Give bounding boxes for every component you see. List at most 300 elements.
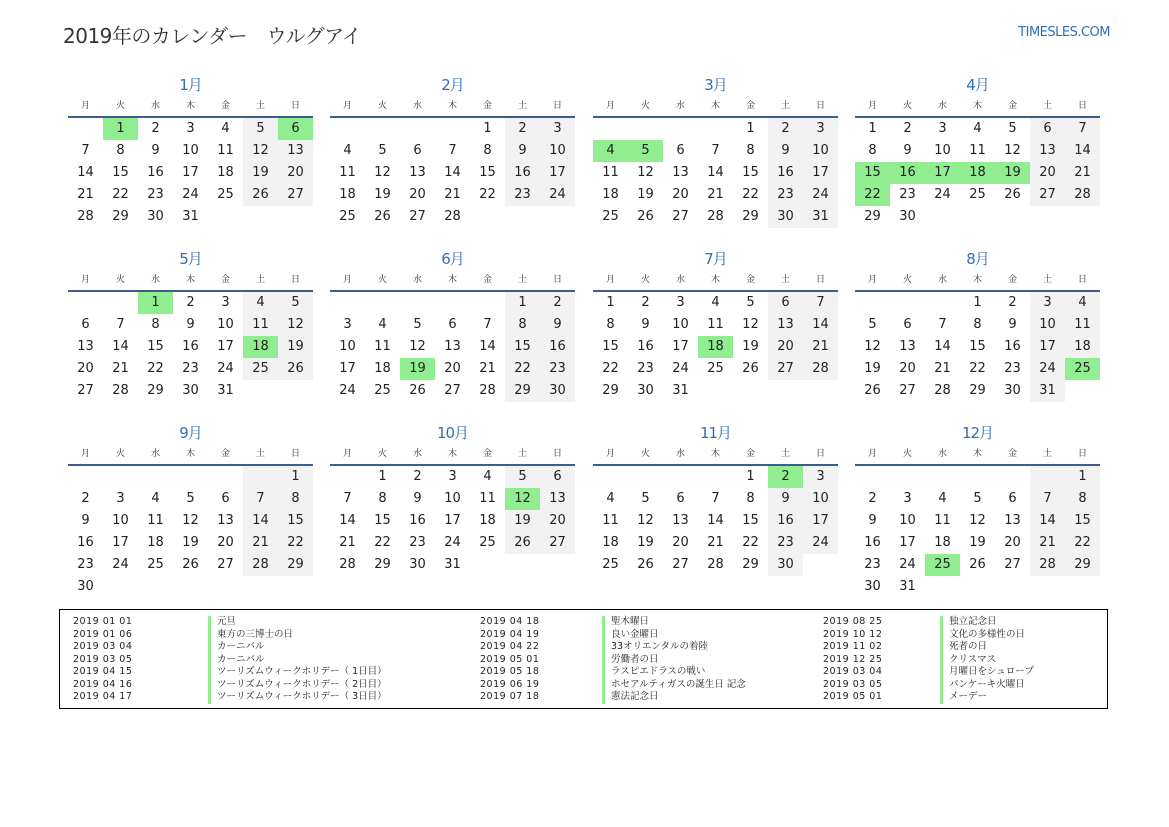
day-cell: 25 <box>217 187 234 202</box>
weekday-header <box>855 444 1100 466</box>
empty-cell <box>593 118 628 140</box>
holiday-date: 2019 05 01 <box>823 691 883 702</box>
day-cell: 7 <box>116 317 125 332</box>
holiday-day-cell: 22 <box>855 184 890 206</box>
empty-cell <box>330 118 365 140</box>
day-cell: 11 <box>217 143 234 158</box>
day-cell: 11 <box>1065 314 1100 336</box>
weekday-label: 金 <box>482 275 492 285</box>
day-cell: 6 <box>81 317 90 332</box>
day-cell: 12 <box>374 165 391 180</box>
day-cell: 27 <box>672 209 689 224</box>
day-cell: 29 <box>112 209 129 224</box>
weekday-label: 日 <box>815 449 825 459</box>
weekday-label: 日 <box>552 449 562 459</box>
days-grid <box>855 118 1100 228</box>
day-cell: 2 <box>505 118 540 140</box>
day-cell: 16 <box>768 510 803 532</box>
weekday-label: 金 <box>745 101 755 111</box>
holiday-date: 2019 03 05 <box>823 678 883 690</box>
day-cell: 17 <box>1030 336 1065 358</box>
weekday-label: 金 <box>1007 101 1017 111</box>
day-cell: 16 <box>540 336 575 358</box>
weekday-label: 日 <box>1077 449 1087 459</box>
weekday-label: 金 <box>482 101 492 111</box>
month-name: 2月 <box>441 76 464 94</box>
weekday-label: 月 <box>605 275 615 285</box>
day-cell: 10 <box>444 491 461 506</box>
weekday-label: 木 <box>710 275 720 285</box>
empty-cell <box>68 466 103 488</box>
holiday-name: 独立記念日 <box>940 616 997 629</box>
weekday-label: 水 <box>150 101 160 111</box>
weekday-label: 土 <box>780 449 790 459</box>
holiday-day-cell: 19 <box>400 358 435 380</box>
day-cell: 14 <box>1065 140 1100 162</box>
weekday-label: 木 <box>710 101 720 111</box>
day-cell: 28 <box>243 554 278 576</box>
day-cell: 13 <box>899 339 916 354</box>
day-cell: 19 <box>969 535 986 550</box>
day-cell: 29 <box>147 383 164 398</box>
weekday-label: 土 <box>517 449 527 459</box>
day-cell: 17 <box>803 510 838 532</box>
weekday-header <box>68 444 313 466</box>
day-cell: 20 <box>217 535 234 550</box>
weekday-label: 火 <box>640 275 650 285</box>
day-cell: 6 <box>448 317 457 332</box>
month-7 <box>593 248 838 402</box>
days-grid <box>855 292 1100 402</box>
day-cell: 18 <box>147 535 164 550</box>
empty-cell <box>68 118 103 140</box>
holiday-day-cell: 1 <box>138 292 173 314</box>
holiday-day-cell: 1 <box>103 118 138 140</box>
weekday-label: 水 <box>412 275 422 285</box>
month-name: 5月 <box>179 250 202 268</box>
days-grid <box>68 118 313 228</box>
day-cell: 8 <box>505 314 540 336</box>
day-cell: 9 <box>768 140 803 162</box>
holiday-name: 死者の日 <box>940 641 987 654</box>
day-cell: 23 <box>899 187 916 202</box>
holiday-name: ツーリズムウィークホリデー（ 1日目） <box>208 666 387 679</box>
day-cell: 22 <box>374 535 391 550</box>
weekday-label: 金 <box>745 449 755 459</box>
day-cell: 7 <box>1030 488 1065 510</box>
holiday-date: 2019 07 18 <box>480 691 540 702</box>
weekday-label: 月 <box>80 275 90 285</box>
weekday-label: 木 <box>185 449 195 459</box>
day-cell: 31 <box>899 579 916 594</box>
day-cell: 28 <box>707 209 724 224</box>
day-cell: 11 <box>707 317 724 332</box>
day-cell: 22 <box>742 187 759 202</box>
holiday-day-cell: 25 <box>925 554 960 576</box>
site-link[interactable]: TIMESLES.COM <box>1018 25 1110 40</box>
day-cell: 23 <box>505 184 540 206</box>
holiday-day-cell: 15 <box>855 162 890 184</box>
day-cell: 29 <box>505 380 540 402</box>
day-cell: 10 <box>540 140 575 162</box>
weekday-label: 日 <box>552 101 562 111</box>
day-cell: 24 <box>339 383 356 398</box>
weekday-label: 木 <box>710 449 720 459</box>
day-cell: 11 <box>602 165 619 180</box>
day-cell: 4 <box>378 317 387 332</box>
day-cell: 26 <box>374 209 391 224</box>
day-cell: 20 <box>540 510 575 532</box>
day-cell: 14 <box>77 165 94 180</box>
weekday-label: 木 <box>447 449 457 459</box>
day-cell: 11 <box>934 513 951 528</box>
day-cell: 22 <box>147 361 164 376</box>
empty-cell <box>103 466 138 488</box>
day-cell: 19 <box>505 510 540 532</box>
holiday-day-cell: 12 <box>505 488 540 510</box>
day-cell: 8 <box>378 491 387 506</box>
holiday-day-cell: 5 <box>628 140 663 162</box>
day-cell: 8 <box>278 488 313 510</box>
day-cell: 13 <box>409 165 426 180</box>
weekday-label: 火 <box>377 101 387 111</box>
weekday-label: 火 <box>640 449 650 459</box>
day-cell: 2 <box>186 295 195 310</box>
day-cell: 6 <box>1008 491 1017 506</box>
day-cell: 28 <box>339 557 356 572</box>
weekday-label: 木 <box>972 275 982 285</box>
day-cell: 31 <box>672 383 689 398</box>
day-cell: 7 <box>1065 118 1100 140</box>
day-cell: 1 <box>505 292 540 314</box>
day-cell: 28 <box>479 383 496 398</box>
day-cell: 8 <box>1065 488 1100 510</box>
holiday-name: 33オリエンタルの着陸 <box>602 641 708 654</box>
empty-cell <box>855 292 890 314</box>
month-name: 3月 <box>704 76 727 94</box>
day-cell: 2 <box>151 121 160 136</box>
holiday-date: 2019 10 12 <box>823 628 883 640</box>
day-cell: 29 <box>742 209 759 224</box>
days-grid <box>68 466 313 598</box>
days-grid <box>68 292 313 402</box>
day-cell: 12 <box>1004 143 1021 158</box>
day-cell: 3 <box>221 295 230 310</box>
weekday-label: 木 <box>972 101 982 111</box>
day-cell: 21 <box>707 187 724 202</box>
weekday-label: 土 <box>1042 275 1052 285</box>
day-cell: 8 <box>116 143 125 158</box>
day-cell: 17 <box>672 339 689 354</box>
day-cell: 18 <box>217 165 234 180</box>
weekday-label: 月 <box>342 449 352 459</box>
holiday-name: パンケーキ火曜日 <box>940 679 1025 692</box>
day-cell: 24 <box>803 184 838 206</box>
day-cell: 20 <box>1004 535 1021 550</box>
day-cell: 24 <box>540 184 575 206</box>
day-cell: 18 <box>934 535 951 550</box>
day-cell: 27 <box>540 532 575 554</box>
weekday-header <box>330 444 575 466</box>
day-cell: 21 <box>803 336 838 358</box>
day-cell: 16 <box>77 535 94 550</box>
day-cell: 9 <box>768 488 803 510</box>
day-cell: 3 <box>676 295 685 310</box>
day-cell: 10 <box>112 513 129 528</box>
empty-cell <box>925 466 960 488</box>
day-cell: 3 <box>938 121 947 136</box>
day-cell: 10 <box>934 143 951 158</box>
day-cell: 1 <box>868 121 877 136</box>
weekday-label: 水 <box>675 275 685 285</box>
day-cell: 29 <box>969 383 986 398</box>
day-cell: 6 <box>768 292 803 314</box>
day-cell: 8 <box>151 317 160 332</box>
day-cell: 7 <box>483 317 492 332</box>
days-grid <box>330 292 575 402</box>
weekday-label: 水 <box>937 101 947 111</box>
weekday-label: 土 <box>1042 101 1052 111</box>
month-name: 8月 <box>966 250 989 268</box>
day-cell: 5 <box>186 491 195 506</box>
weekday-label: 金 <box>1007 275 1017 285</box>
holiday-name: カーニバル <box>208 641 265 654</box>
day-cell: 2 <box>768 118 803 140</box>
day-cell: 20 <box>77 361 94 376</box>
day-cell: 20 <box>672 187 689 202</box>
day-cell: 20 <box>278 162 313 184</box>
day-cell: 15 <box>505 336 540 358</box>
day-cell: 2 <box>868 491 877 506</box>
day-cell: 26 <box>637 209 654 224</box>
day-cell: 19 <box>637 535 654 550</box>
day-cell: 31 <box>1030 380 1065 402</box>
weekday-label: 金 <box>745 275 755 285</box>
weekday-label: 土 <box>780 101 790 111</box>
weekday-label: 金 <box>220 275 230 285</box>
day-cell: 15 <box>1065 510 1100 532</box>
day-cell: 29 <box>278 554 313 576</box>
day-cell: 14 <box>479 339 496 354</box>
day-cell: 21 <box>1030 532 1065 554</box>
day-cell: 23 <box>409 535 426 550</box>
days-grid <box>330 118 575 228</box>
month-name: 1月 <box>179 76 202 94</box>
holiday-name: ツーリズムウィークホリデー（ 2日目） <box>208 679 387 692</box>
day-cell: 23 <box>77 557 94 572</box>
day-cell: 3 <box>116 491 125 506</box>
weekday-label: 土 <box>255 275 265 285</box>
day-cell: 24 <box>112 557 129 572</box>
day-cell: 25 <box>707 361 724 376</box>
day-cell: 30 <box>768 554 803 576</box>
holiday-date: 2019 04 17 <box>73 691 133 702</box>
day-cell: 6 <box>1030 118 1065 140</box>
day-cell: 27 <box>672 557 689 572</box>
weekday-label: 日 <box>815 275 825 285</box>
day-cell: 12 <box>637 513 654 528</box>
day-cell: 21 <box>707 535 724 550</box>
weekday-label: 日 <box>290 101 300 111</box>
day-cell: 7 <box>711 143 720 158</box>
day-cell: 28 <box>112 383 129 398</box>
holiday-day-cell: 6 <box>278 118 313 140</box>
empty-cell <box>698 466 733 488</box>
weekday-label: 火 <box>377 275 387 285</box>
empty-cell <box>243 466 278 488</box>
day-cell: 14 <box>243 510 278 532</box>
day-cell: 11 <box>147 513 164 528</box>
day-cell: 3 <box>448 469 457 484</box>
day-cell: 3 <box>803 118 838 140</box>
month-4 <box>855 74 1100 228</box>
day-cell: 28 <box>934 383 951 398</box>
day-cell: 10 <box>672 317 689 332</box>
day-cell: 6 <box>540 466 575 488</box>
day-cell: 31 <box>803 206 838 228</box>
empty-cell <box>103 292 138 314</box>
day-cell: 13 <box>444 339 461 354</box>
day-cell: 5 <box>413 317 422 332</box>
day-cell: 16 <box>505 162 540 184</box>
day-cell: 22 <box>1065 532 1100 554</box>
holiday-date: 2019 08 25 <box>823 616 883 627</box>
day-cell: 14 <box>934 339 951 354</box>
day-cell: 15 <box>969 339 986 354</box>
holiday-name: 憲法記念日 <box>602 691 659 704</box>
day-cell: 12 <box>409 339 426 354</box>
day-cell: 16 <box>864 535 881 550</box>
day-cell: 3 <box>540 118 575 140</box>
day-cell: 2 <box>641 295 650 310</box>
day-cell: 25 <box>374 383 391 398</box>
day-cell: 11 <box>969 143 986 158</box>
day-cell: 28 <box>444 209 461 224</box>
day-cell: 10 <box>339 339 356 354</box>
day-cell: 19 <box>182 535 199 550</box>
day-cell: 27 <box>444 383 461 398</box>
day-cell: 24 <box>1030 358 1065 380</box>
day-cell: 15 <box>147 339 164 354</box>
day-cell: 6 <box>903 317 912 332</box>
day-cell: 8 <box>483 143 492 158</box>
weekday-label: 金 <box>482 449 492 459</box>
weekday-label: 火 <box>902 449 912 459</box>
empty-cell <box>68 292 103 314</box>
holiday-day-cell: 4 <box>593 140 628 162</box>
weekday-label: 土 <box>780 275 790 285</box>
holiday-name: 良い金曜日 <box>602 629 659 642</box>
empty-cell <box>138 466 173 488</box>
month-name: 12月 <box>961 424 994 442</box>
day-cell: 23 <box>637 361 654 376</box>
empty-cell <box>698 118 733 140</box>
holiday-name: ホセアルティガスの誕生日 記念 <box>602 679 746 692</box>
day-cell: 16 <box>147 165 164 180</box>
day-cell: 10 <box>803 140 838 162</box>
day-cell: 12 <box>637 165 654 180</box>
day-cell: 6 <box>676 491 685 506</box>
day-cell: 1 <box>746 469 755 484</box>
day-cell: 11 <box>339 165 356 180</box>
weekday-label: 月 <box>342 101 352 111</box>
days-grid <box>330 466 575 576</box>
empty-cell <box>925 292 960 314</box>
day-cell: 3 <box>903 491 912 506</box>
day-cell: 26 <box>505 532 540 554</box>
empty-cell <box>890 292 925 314</box>
day-cell: 13 <box>540 488 575 510</box>
weekday-label: 水 <box>937 275 947 285</box>
day-cell: 11 <box>374 339 391 354</box>
weekday-label: 火 <box>115 275 125 285</box>
day-cell: 4 <box>243 292 278 314</box>
day-cell: 22 <box>112 187 129 202</box>
day-cell: 4 <box>711 295 720 310</box>
day-cell: 24 <box>217 361 234 376</box>
holiday-date: 2019 04 19 <box>480 628 540 640</box>
day-cell: 6 <box>676 143 685 158</box>
day-cell: 15 <box>742 165 759 180</box>
month-2 <box>330 74 575 228</box>
weekday-header <box>68 270 313 292</box>
day-cell: 23 <box>147 187 164 202</box>
day-cell: 7 <box>243 488 278 510</box>
weekday-label: 土 <box>1042 449 1052 459</box>
day-cell: 18 <box>479 513 496 528</box>
day-cell: 5 <box>378 143 387 158</box>
day-cell: 27 <box>278 184 313 206</box>
day-cell: 15 <box>112 165 129 180</box>
day-cell: 5 <box>746 295 755 310</box>
day-cell: 23 <box>864 557 881 572</box>
day-cell: 8 <box>868 143 877 158</box>
holiday-list <box>59 609 1108 709</box>
day-cell: 31 <box>444 557 461 572</box>
day-cell: 21 <box>77 187 94 202</box>
day-cell: 9 <box>151 143 160 158</box>
day-cell: 9 <box>81 513 90 528</box>
month-5 <box>68 248 313 402</box>
weekday-label: 土 <box>517 275 527 285</box>
day-cell: 8 <box>746 143 755 158</box>
day-cell: 30 <box>864 579 881 594</box>
day-cell: 4 <box>343 143 352 158</box>
month-10 <box>330 422 575 576</box>
day-cell: 9 <box>641 317 650 332</box>
day-cell: 4 <box>221 121 230 136</box>
day-cell: 17 <box>899 535 916 550</box>
holiday-name: 月曜日をシュロープ <box>940 666 1034 679</box>
weekday-label: 水 <box>412 449 422 459</box>
day-cell: 25 <box>602 557 619 572</box>
day-cell: 9 <box>413 491 422 506</box>
empty-cell <box>208 466 243 488</box>
day-cell: 4 <box>606 491 615 506</box>
weekday-label: 水 <box>675 101 685 111</box>
day-cell: 30 <box>899 209 916 224</box>
day-cell: 27 <box>409 209 426 224</box>
weekday-label: 土 <box>255 101 265 111</box>
weekday-label: 日 <box>1077 275 1087 285</box>
day-cell: 26 <box>243 184 278 206</box>
holiday-date: 2019 06 19 <box>480 678 540 690</box>
holiday-name: クリスマス <box>940 654 996 667</box>
day-cell: 10 <box>1030 314 1065 336</box>
day-cell: 3 <box>186 121 195 136</box>
day-cell: 15 <box>602 339 619 354</box>
day-cell: 23 <box>768 184 803 206</box>
